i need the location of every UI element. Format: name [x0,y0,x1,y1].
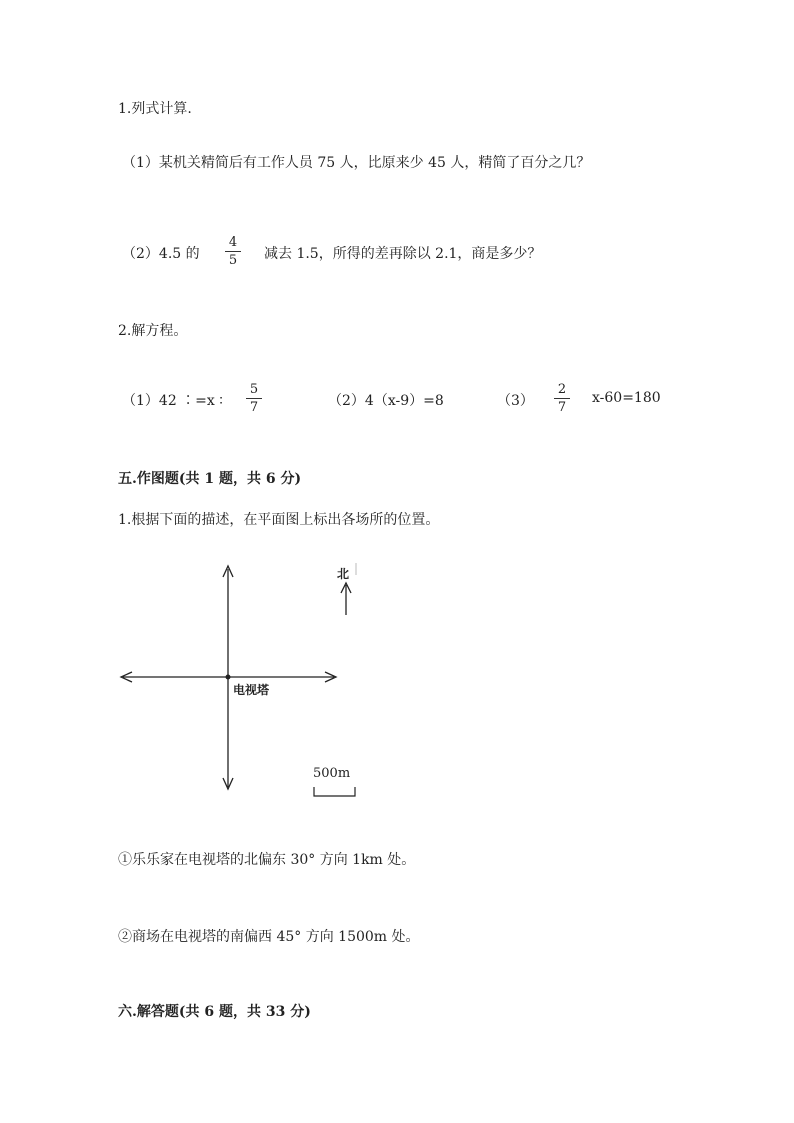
section-6-heading: 六.解答题(共 6 题，共 33 分) [118,1004,311,1020]
part-2-suffix: 减去 1.5，所得的差再除以 2.1，商是多少？ [264,246,542,262]
fraction-four-fifths [225,236,241,267]
part-2-prefix: （2）4.5 的 [122,246,200,262]
fraction-numerator: 5 [249,382,259,397]
scale-bar [314,787,355,796]
north-label: 北 [337,567,350,581]
placement-item-2: ②商场在电视塔的南偏西 45° 方向 1500m 处。 [118,929,420,945]
section-5-heading: 五.作图题(共 1 题，共 6 分) [118,471,302,487]
equation-3-prefix: （3） [497,393,534,409]
fraction-bar [246,398,262,399]
equation-2: （2）4（x-9）=8 [328,393,444,409]
fraction-five-sevenths [246,383,262,414]
fraction-denominator: 5 [228,253,238,268]
fraction-bar [225,251,241,252]
section-5-question-1-title: 1.根据下面的描述，在平面图上标出各场所的位置。 [118,512,440,528]
fraction-denominator: 7 [557,400,567,415]
equation-1-prefix: （1）42 ∶=x ∶ [122,393,223,409]
scale-label: 500m [313,766,351,781]
tv-tower-label: 电视塔 [233,683,270,697]
question-2-title: 2.解方程。 [118,323,188,339]
question-1-title: 1.列式计算. [118,101,192,117]
fraction-numerator: 4 [228,235,238,250]
fraction-denominator: 7 [249,400,259,415]
fraction-bar [554,398,570,399]
fraction-two-sevenths [554,383,570,414]
question-1-part-1: （1）某机关精简后有工作人员 75 人，比原来少 45 人，精简了百分之几？ [122,155,591,171]
placement-item-1: ①乐乐家在电视塔的北偏东 30° 方向 1km 处。 [118,852,416,868]
equation-3-suffix: x-60=180 [592,390,661,406]
fraction-numerator: 2 [557,382,567,397]
tv-tower-point [226,675,231,680]
